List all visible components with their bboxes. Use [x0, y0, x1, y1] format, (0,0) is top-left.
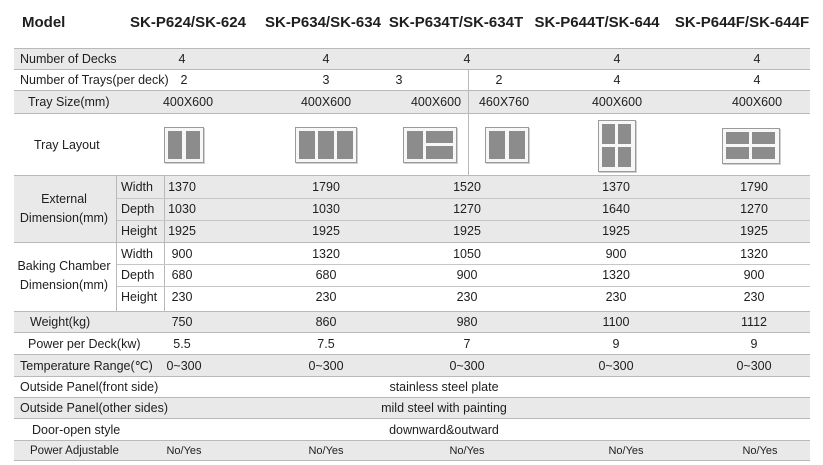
value-cell: 400X600	[591, 95, 643, 109]
value-cell: 0~300	[308, 358, 344, 373]
value-cell: 1925	[312, 224, 340, 238]
chamber-dimension-label	[14, 243, 114, 309]
value-cell: 7.5	[317, 336, 335, 351]
group-label-line: Dimension(mm)	[19, 211, 109, 225]
row-label: Outside Panel(front side)	[20, 380, 159, 394]
value-cell: 1030	[168, 202, 196, 216]
value-cell: 900	[605, 246, 627, 261]
value-cell: 980	[456, 315, 478, 329]
value-cell: 1925	[602, 224, 630, 238]
value-cell: 0~300	[166, 358, 202, 373]
value-cell: mild steel with painting	[381, 401, 507, 415]
value-cell: 1050	[453, 246, 481, 261]
value-cell: 3	[395, 72, 403, 87]
row-label: Number of Decks	[20, 52, 117, 66]
value-cell: 1790	[740, 180, 768, 194]
row-decks	[14, 48, 810, 70]
row-power-adjustable	[14, 441, 810, 461]
value-cell: 1520	[453, 180, 481, 194]
row-temperature	[14, 355, 810, 377]
value-cell: 4	[753, 52, 761, 66]
value-cell: 9	[750, 336, 758, 351]
sub-label: Width	[121, 180, 153, 194]
value-cell: 400X600	[300, 95, 352, 109]
value-cell: 1320	[602, 268, 630, 282]
value-cell: 1790	[312, 180, 340, 194]
value-cell: 1320	[312, 246, 340, 261]
tray-layout-2-icon	[164, 127, 204, 163]
sub-label: Depth	[121, 202, 155, 216]
row-label: Power per Deck(kw)	[28, 336, 141, 351]
model-name: SK-P644T/SK-644	[534, 13, 660, 31]
value-cell: 400X600	[410, 95, 462, 109]
tray-layout-4-tall-icon	[598, 120, 636, 172]
row-label: Door-open style	[32, 422, 121, 437]
value-cell: 1270	[453, 202, 481, 216]
value-cell: 4	[753, 72, 761, 87]
row-label: Tray Size(mm)	[28, 95, 110, 109]
sub-label: Height	[121, 290, 158, 304]
row-label: Weight(kg)	[30, 315, 91, 329]
value-cell: 900	[456, 268, 478, 282]
group-label-line: External	[41, 192, 87, 206]
row-label: Temperature Range(℃)	[20, 359, 153, 373]
value-cell: 1320	[740, 246, 768, 261]
value-cell: 900	[743, 268, 765, 282]
value-cell: No/Yes	[166, 444, 202, 457]
value-cell: 680	[171, 268, 193, 282]
row-power	[14, 333, 810, 355]
sub-label: Height	[121, 224, 158, 238]
value-cell: No/Yes	[308, 444, 344, 457]
value-cell: 4	[178, 52, 186, 66]
value-cell: 2	[495, 72, 503, 87]
value-cell: 1640	[602, 202, 630, 216]
row-label: Power Adjustable	[30, 444, 119, 457]
value-cell: 680	[315, 268, 337, 282]
row-label: Tray Layout	[34, 137, 100, 152]
value-cell: 230	[171, 290, 193, 304]
value-cell: 1925	[453, 224, 481, 238]
value-cell: 7	[463, 336, 471, 351]
row-door	[14, 419, 810, 441]
value-cell: 1370	[168, 180, 196, 194]
value-cell: downward&outward	[389, 422, 499, 437]
value-cell: 400X600	[162, 95, 214, 109]
row-other-panel	[14, 398, 810, 419]
value-cell: 0~300	[598, 358, 634, 373]
model-name: SK-P624/SK-624	[130, 13, 246, 31]
tray-layout-2-large-icon	[485, 127, 529, 163]
tray-layout-3-icon	[295, 127, 357, 163]
value-cell: No/Yes	[742, 444, 778, 457]
value-cell: 0~300	[736, 358, 772, 373]
value-cell: No/Yes	[608, 444, 644, 457]
value-cell: 1100	[602, 315, 630, 329]
value-cell: 3	[322, 72, 330, 87]
row-label: Number of Trays(per deck)	[20, 72, 169, 87]
row-front-panel	[14, 377, 810, 398]
model-name: SK-P644F/SK-644F	[674, 13, 810, 31]
value-cell: 400X600	[731, 95, 783, 109]
row-tray-size	[14, 91, 810, 114]
value-cell: 2	[180, 72, 188, 87]
value-cell: 230	[456, 290, 478, 304]
value-cell: 460X760	[478, 95, 530, 109]
value-cell: 4	[613, 72, 621, 87]
tray-layout-4-wide-icon	[722, 128, 780, 164]
value-cell: 5.5	[173, 336, 191, 351]
sub-label: Width	[121, 246, 153, 261]
value-cell: No/Yes	[449, 444, 485, 457]
value-cell: 4	[322, 52, 330, 66]
value-cell: 900	[171, 246, 193, 261]
value-cell: 1925	[168, 224, 196, 238]
value-cell: 1112	[741, 315, 767, 329]
value-cell: 1925	[740, 224, 768, 238]
value-cell: 9	[612, 336, 620, 351]
column-divider	[468, 69, 469, 175]
external-dimension-label	[14, 176, 114, 242]
value-cell: 4	[463, 52, 471, 66]
model-name: SK-P634/SK-634	[265, 13, 381, 31]
model-name: SK-P634T/SK-634T	[388, 13, 524, 31]
value-cell: 1030	[312, 202, 340, 216]
row-weight	[14, 312, 810, 333]
value-cell: 230	[743, 290, 765, 304]
tray-layout-3-mixed-icon	[403, 127, 457, 163]
value-cell: 860	[315, 315, 337, 329]
value-cell: stainless steel plate	[389, 380, 499, 394]
row-label: Outside Panel(other sides)	[20, 401, 168, 415]
value-cell: 750	[171, 315, 193, 329]
value-cell: 1270	[740, 202, 768, 216]
sub-label: Depth	[121, 268, 155, 282]
group-label-line: Dimension(mm)	[19, 278, 109, 292]
value-cell: 4	[613, 52, 621, 66]
value-cell: 230	[315, 290, 337, 304]
value-cell: 0~300	[449, 358, 485, 373]
value-cell: 230	[605, 290, 627, 304]
row-trays	[14, 69, 810, 91]
model-header: Model	[22, 13, 66, 31]
value-cell: 1370	[602, 180, 630, 194]
group-label-line: Baking Chamber	[17, 259, 111, 273]
